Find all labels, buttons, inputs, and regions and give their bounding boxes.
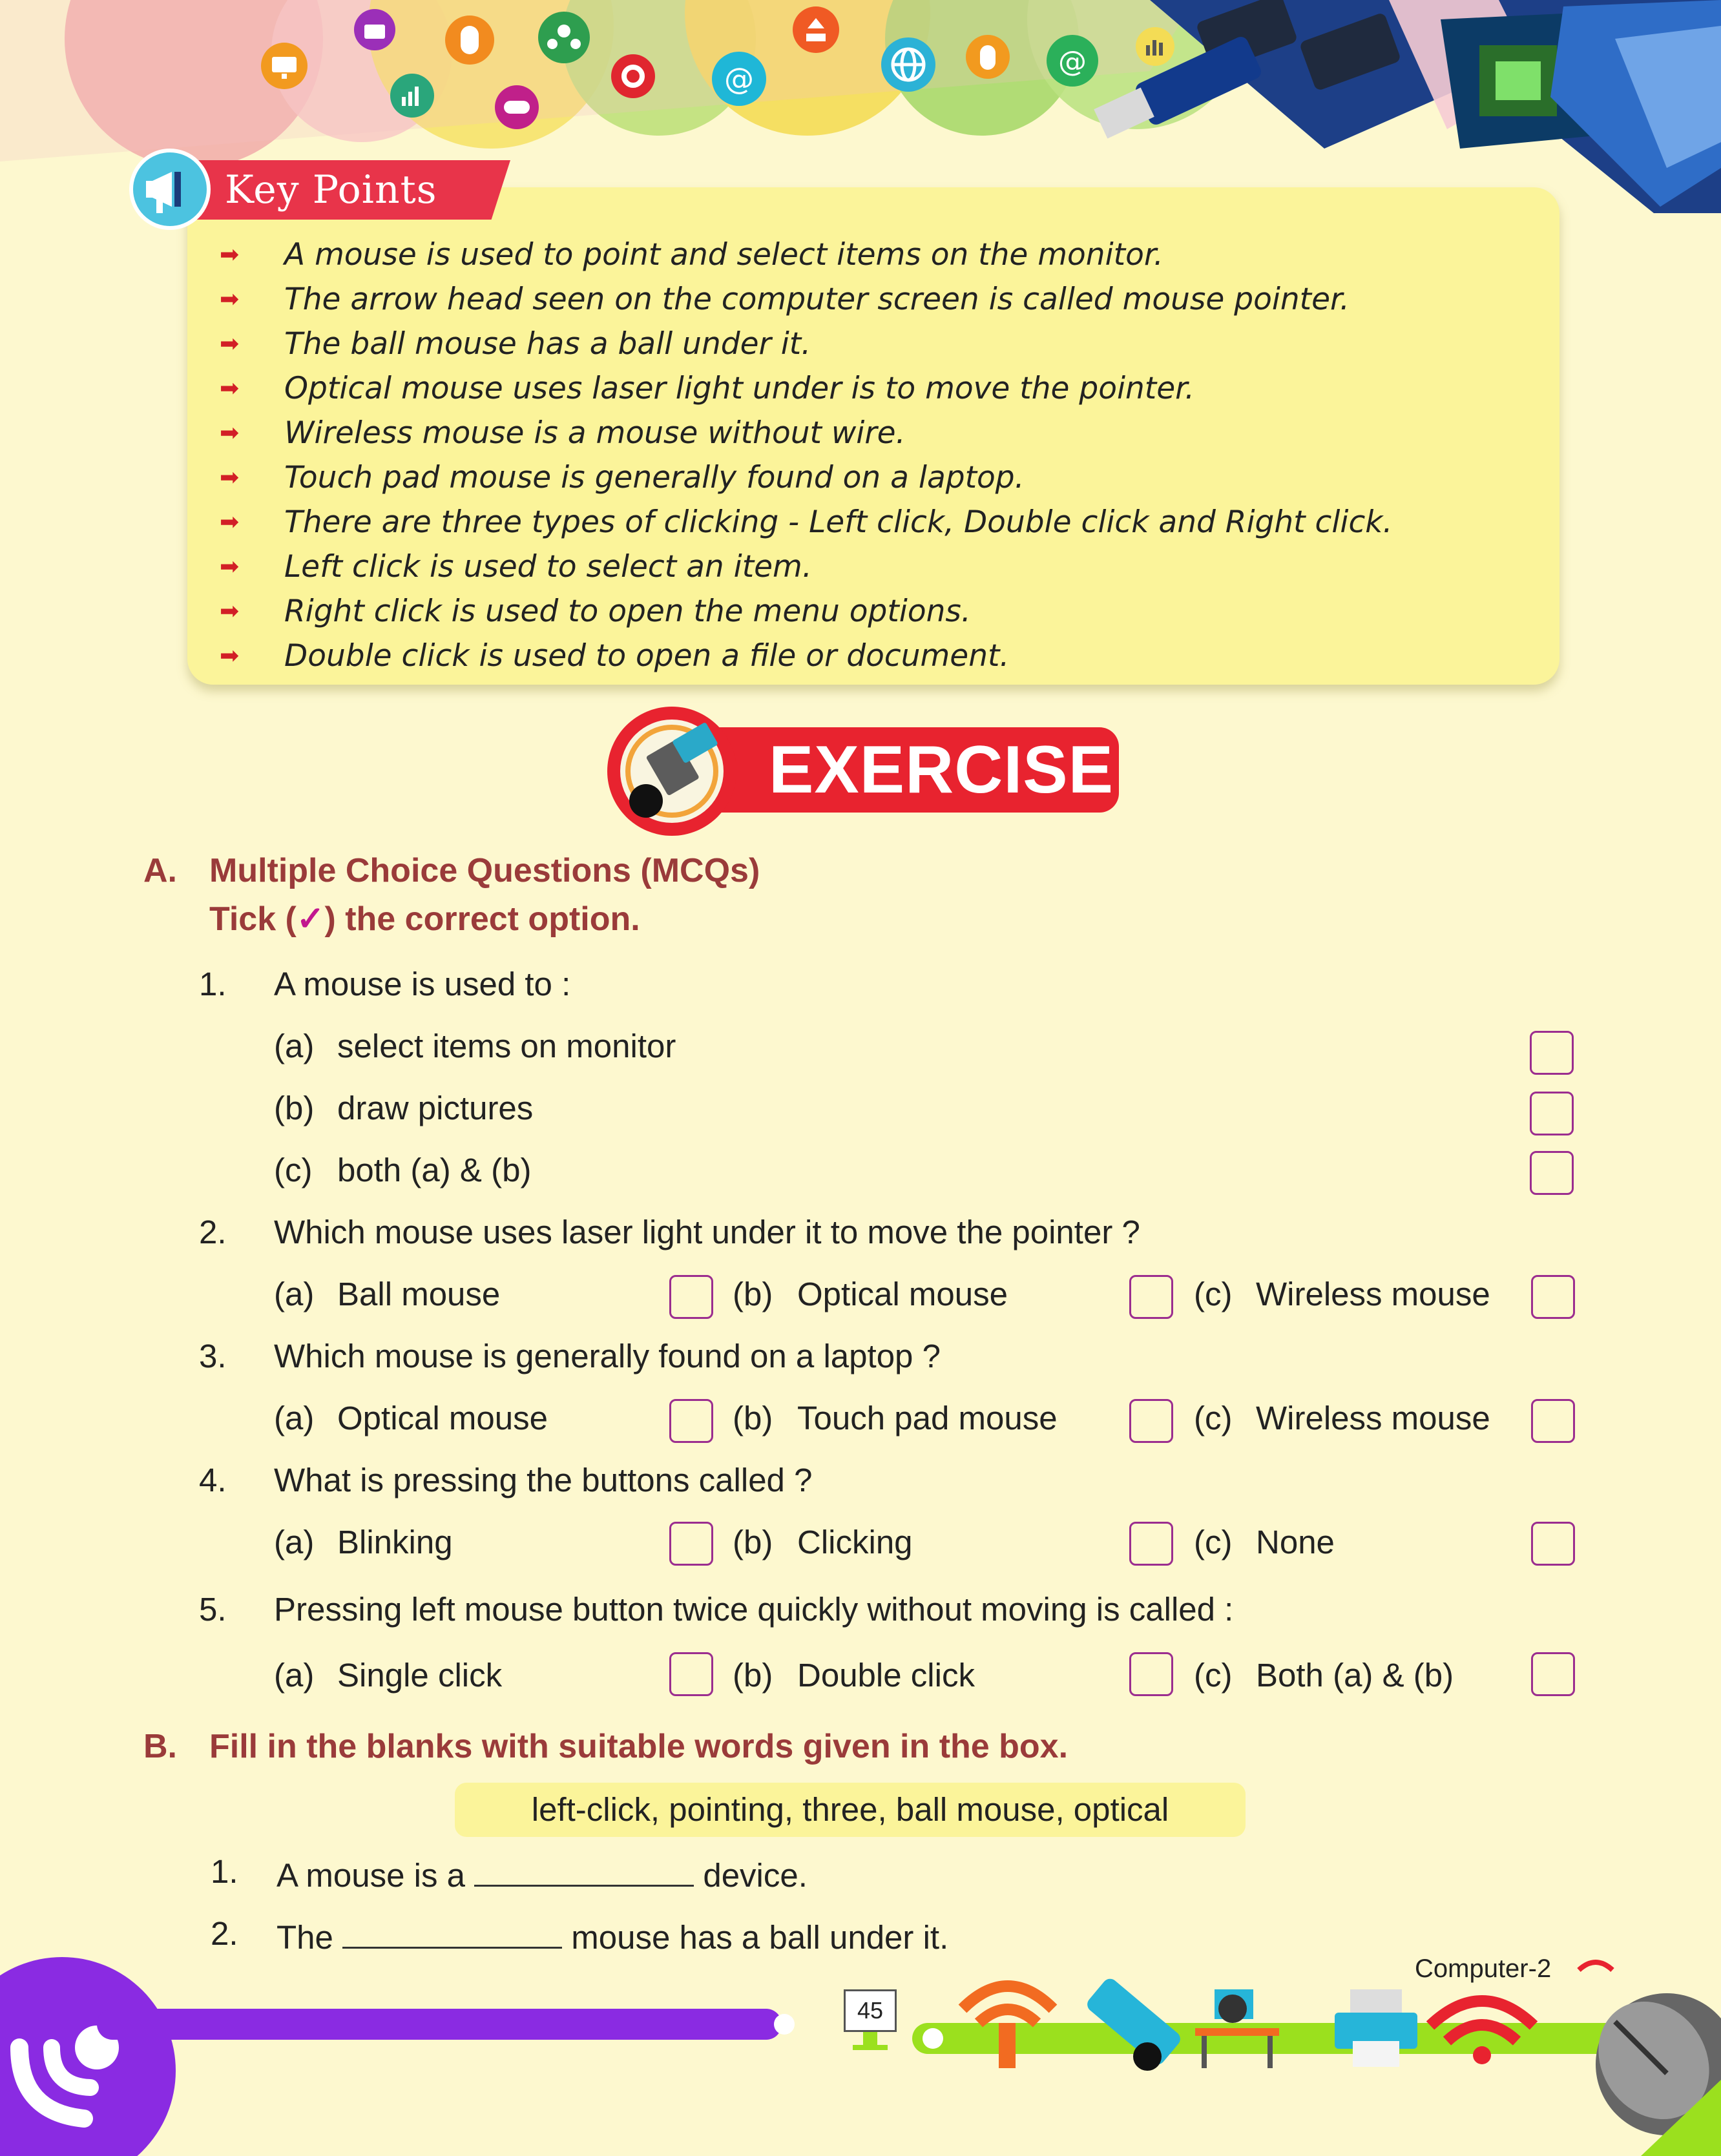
answer-checkbox[interactable] <box>1531 1652 1575 1696</box>
question-number: 1. <box>211 1853 238 1890</box>
mouse-icon <box>966 35 1010 79</box>
section-b-letter: B. <box>143 1728 177 1765</box>
option-label: (a) <box>274 1524 315 1560</box>
option-text: Clicking <box>797 1524 913 1560</box>
list-item: ➡ The ball mouse has a ball under it. <box>220 322 1392 366</box>
answer-checkbox[interactable] <box>1530 1092 1574 1135</box>
key-points-list <box>220 233 1392 678</box>
question-text: A mouse is used to : <box>274 966 571 1002</box>
gear-icon <box>611 54 655 98</box>
answer-checkbox[interactable] <box>669 1652 713 1696</box>
option-label: (a) <box>274 1657 315 1694</box>
person-at-desk-icon <box>1195 1989 1279 2068</box>
answer-checkbox[interactable] <box>1129 1275 1173 1319</box>
question-number: 4. <box>199 1462 227 1498</box>
option-label: (a) <box>274 1028 315 1064</box>
arrow-bullet-icon: ➡ <box>220 286 240 313</box>
question-text: Which mouse uses laser light under it to move the pointer ? <box>274 1214 1140 1250</box>
question-number: 2. <box>199 1214 227 1250</box>
option-text: Double click <box>797 1657 975 1694</box>
option-text: None <box>1256 1524 1335 1560</box>
answer-checkbox[interactable] <box>1531 1399 1575 1443</box>
monitor-icon <box>261 43 308 89</box>
question-text: Pressing left mouse button twice quickly without moving is called : <box>274 1591 1234 1628</box>
option-label: (c) <box>1194 1524 1233 1560</box>
list-item: ➡ Optical mouse uses laser light under is to move the pointer. <box>220 366 1392 411</box>
svg-text:@: @ <box>724 61 754 96</box>
upload-icon <box>793 6 839 53</box>
option-text: Single click <box>337 1657 503 1694</box>
question-text: What is pressing the buttons called ? <box>274 1462 813 1498</box>
option-label: (c) <box>1194 1276 1233 1312</box>
blank-field[interactable] <box>342 1914 562 1949</box>
book-series-label: Computer-2 <box>1415 1954 1552 1983</box>
chart-icon <box>1136 27 1174 66</box>
laptop-user-icon <box>605 704 739 838</box>
option-text: Optical mouse <box>797 1276 1008 1312</box>
option-label: (a) <box>274 1276 315 1312</box>
option-text: Wireless mouse <box>1256 1400 1490 1436</box>
answer-checkbox[interactable] <box>1530 1151 1574 1195</box>
mouse-icon <box>445 16 494 65</box>
list-item: ➡ Double click is used to open a file or document. <box>220 634 1392 678</box>
section-a-title: Multiple Choice Questions (MCQs) <box>209 852 760 889</box>
arrow-bullet-icon: ➡ <box>220 242 240 268</box>
option-label: (a) <box>274 1400 315 1436</box>
fill-blank-sentence: The mouse has a ball under it. <box>276 1914 948 1956</box>
option-label: (b) <box>733 1524 773 1560</box>
publisher-logo-icon <box>0 1957 176 2156</box>
list-item: ➡ There are three types of clicking - Left click, Double click and Right click. <box>220 500 1392 544</box>
option-label: (b) <box>274 1090 315 1126</box>
answer-checkbox[interactable] <box>1129 1652 1173 1696</box>
question-number: 5. <box>199 1591 227 1628</box>
chart-icon <box>390 74 434 118</box>
question-number: 3. <box>199 1338 227 1374</box>
section-a-instruction: Tick (✓) the correct option. <box>209 900 640 938</box>
option-text: Ball mouse <box>337 1276 501 1312</box>
folder-icon <box>354 9 395 50</box>
word-box: left-click, pointing, three, ball mouse, optical <box>455 1783 1246 1837</box>
tick-mark-icon: ✓ <box>296 900 325 938</box>
answer-checkbox[interactable] <box>669 1275 713 1319</box>
people-icon <box>538 12 590 63</box>
list-item: ➡ Right click is used to open the menu options. <box>220 589 1392 634</box>
arrow-bullet-icon: ➡ <box>220 375 240 402</box>
question-text: Which mouse is generally found on a laptop ? <box>274 1338 941 1374</box>
printer-icon <box>1335 1989 1417 2067</box>
arrow-bullet-icon: ➡ <box>220 331 240 357</box>
option-text: Wireless mouse <box>1256 1276 1490 1312</box>
section-a-letter: A. <box>143 852 177 889</box>
blank-field[interactable] <box>474 1852 694 1887</box>
answer-checkbox[interactable] <box>669 1522 713 1566</box>
question-number: 2. <box>211 1915 238 1952</box>
arrow-bullet-icon: ➡ <box>220 509 240 535</box>
answer-checkbox[interactable] <box>1530 1031 1574 1075</box>
arrow-bullet-icon: ➡ <box>220 643 240 669</box>
option-label: (c) <box>1194 1400 1233 1436</box>
arrow-bullet-icon: ➡ <box>220 554 240 580</box>
exercise-title: EXERCISE <box>769 732 1114 807</box>
list-item: ➡ The arrow head seen on the computer screen is called mouse pointer. <box>220 277 1392 322</box>
megaphone-icon <box>129 149 211 230</box>
page-number: 45 <box>844 1989 897 2032</box>
option-label: (b) <box>733 1657 773 1694</box>
question-number: 1. <box>199 966 227 1002</box>
list-item: ➡ Wireless mouse is a mouse without wire. <box>220 411 1392 455</box>
fill-blank-sentence: A mouse is a device. <box>276 1852 808 1894</box>
option-text: draw pictures <box>337 1090 534 1126</box>
svg-text:@: @ <box>1058 45 1087 78</box>
answer-checkbox[interactable] <box>1531 1522 1575 1566</box>
option-label: (b) <box>733 1400 773 1436</box>
answer-checkbox[interactable] <box>1129 1399 1173 1443</box>
answer-checkbox[interactable] <box>669 1399 713 1443</box>
arrow-bullet-icon: ➡ <box>220 420 240 446</box>
option-text: Blinking <box>337 1524 453 1560</box>
list-item: ➡ Left click is used to select an item. <box>220 544 1392 589</box>
key-points-title: Key Points <box>225 167 437 212</box>
list-item: ➡ Touch pad mouse is generally found on a laptop. <box>220 455 1392 500</box>
at-icon <box>712 52 766 106</box>
option-text: both (a) & (b) <box>337 1152 532 1188</box>
option-label: (b) <box>733 1276 773 1312</box>
list-item: ➡ A mouse is used to point and select items on the monitor. <box>220 233 1392 277</box>
option-text: Optical mouse <box>337 1400 548 1436</box>
option-text: select items on monitor <box>337 1028 676 1064</box>
satellite-dish-icon <box>1576 1962 1721 2156</box>
gamepad-icon <box>495 85 539 129</box>
globe-icon <box>881 37 935 92</box>
arrow-bullet-icon: ➡ <box>220 598 240 625</box>
option-text: Touch pad mouse <box>797 1400 1058 1436</box>
at-icon <box>1047 35 1098 87</box>
option-label: (c) <box>1194 1657 1233 1694</box>
option-label: (c) <box>274 1152 313 1188</box>
answer-checkbox[interactable] <box>1129 1522 1173 1566</box>
arrow-bullet-icon: ➡ <box>220 464 240 491</box>
answer-checkbox[interactable] <box>1531 1275 1575 1319</box>
option-text: Both (a) & (b) <box>1256 1657 1454 1694</box>
section-b-title: Fill in the blanks with suitable words given in the box. <box>209 1728 1069 1765</box>
